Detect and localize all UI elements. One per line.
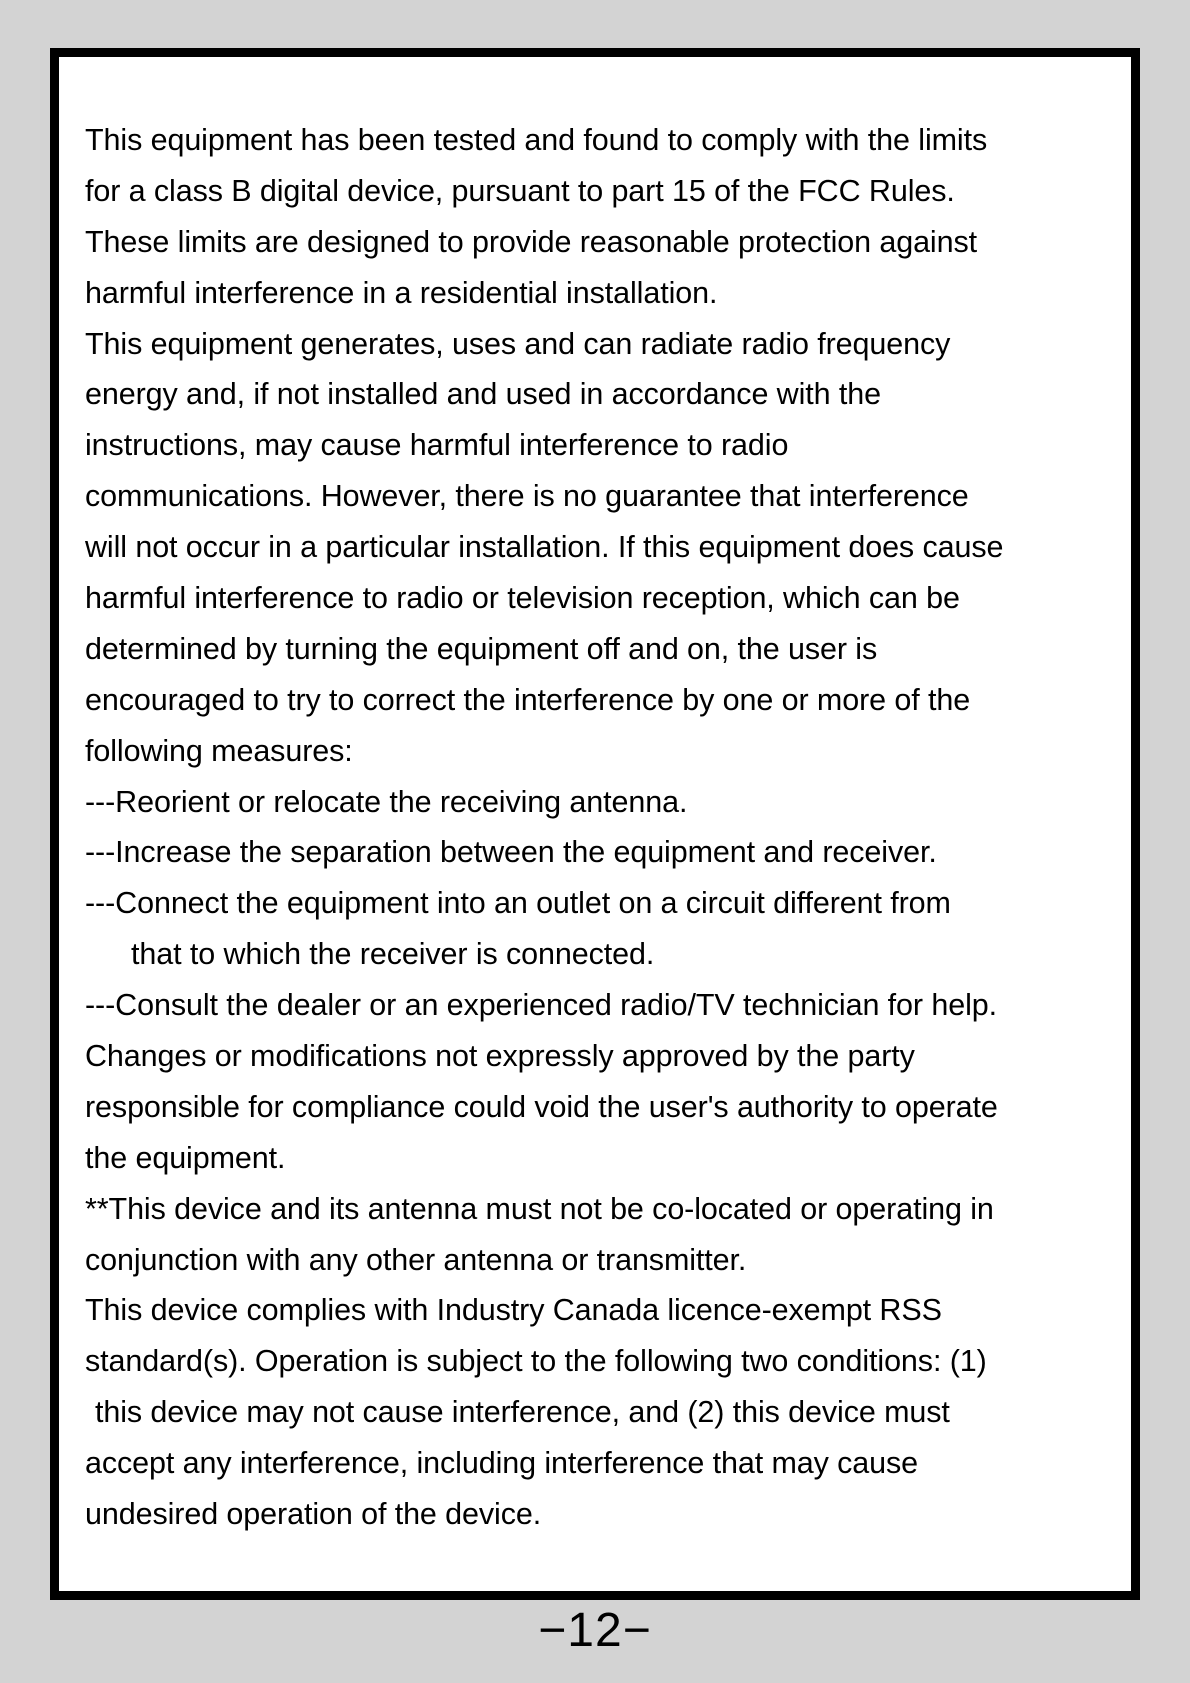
text-line: responsible for compliance could void the user's authority to operate xyxy=(85,1089,998,1124)
text-line: energy and, if not installed and used in accordance with the xyxy=(85,377,881,412)
text-line: **This device and its antenna must not be co-located or operating in xyxy=(85,1191,994,1226)
text-line: harmful interference in a residential installation. xyxy=(85,275,718,310)
measure-item: ---Increase the separation between the equipment and receiver. xyxy=(85,835,937,870)
text-line: encouraged to try to correct the interference by one or more of the xyxy=(85,682,971,717)
text-line: harmful interference to radio or television reception, which can be xyxy=(85,581,960,616)
measure-item: ---Connect the equipment into an outlet on a circuit different from xyxy=(85,886,951,921)
text-line: for a class B digital device, pursuant to part 15 of the FCC Rules. xyxy=(85,173,955,208)
fcc-compliance-statement xyxy=(85,115,1145,1540)
text-line: Changes or modifications not expressly approved by the party xyxy=(85,1039,915,1074)
text-line: This equipment generates, uses and can radiate radio frequency xyxy=(85,326,951,361)
text-line: communications. However, there is no guarantee that interference xyxy=(85,479,969,514)
measure-item-continuation: that to which the receiver is connected. xyxy=(131,937,655,972)
text-line: conjunction with any other antenna or transmitter. xyxy=(85,1242,747,1277)
text-line: undesired operation of the device. xyxy=(85,1497,542,1532)
text-line: This equipment has been tested and found to comply with the limits xyxy=(85,123,988,157)
text-line: This device complies with Industry Canada licence-exempt RSS xyxy=(85,1293,942,1328)
text-line: following measures: xyxy=(85,733,353,768)
text-line: determined by turning the equipment off and on, the user is xyxy=(85,631,878,666)
text-line: this device may not cause interference, and (2) this device must xyxy=(95,1395,950,1430)
page-number: −12− xyxy=(538,1604,652,1657)
text-line: the equipment. xyxy=(85,1140,286,1175)
measure-item: ---Reorient or relocate the receiving antenna. xyxy=(85,784,688,819)
text-line: accept any interference, including interference that may cause xyxy=(85,1446,919,1481)
text-line: instructions, may cause harmful interference to radio xyxy=(85,428,789,463)
text-line: These limits are designed to provide reasonable protection against xyxy=(85,224,977,259)
text-line: will not occur in a particular installation. If this equipment does cause xyxy=(85,530,1004,565)
measure-item: ---Consult the dealer or an experienced radio/TV technician for help. xyxy=(85,988,997,1023)
text-line: standard(s). Operation is subject to the following two conditions: (1) xyxy=(85,1344,987,1379)
